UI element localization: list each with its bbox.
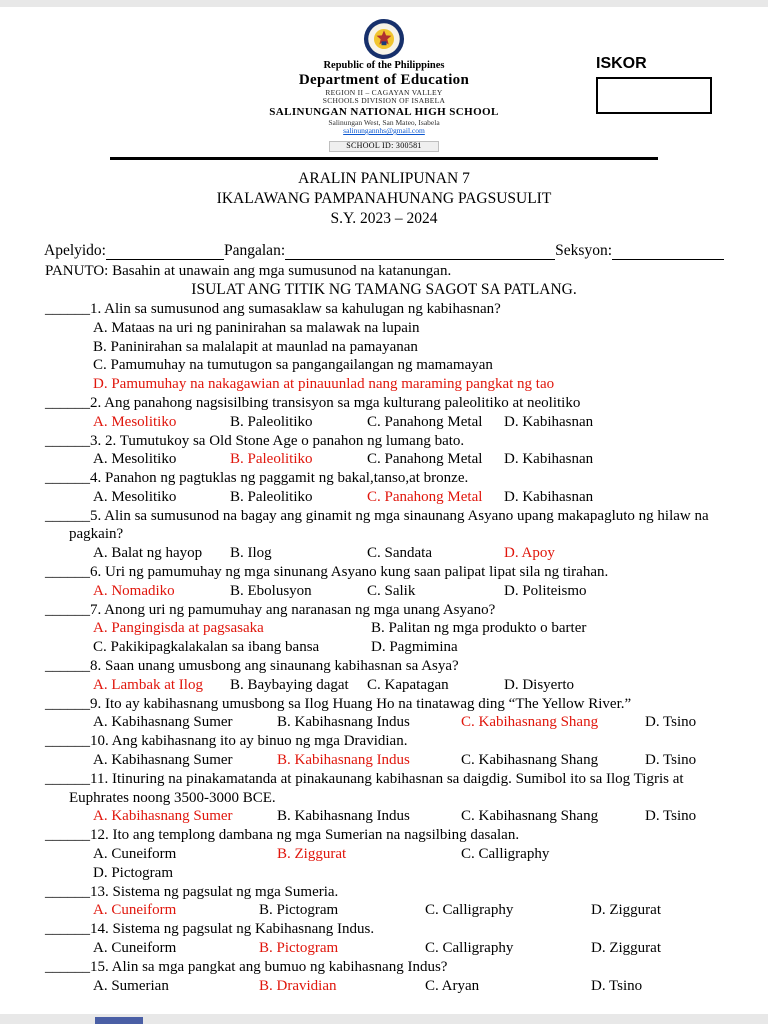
choice-a: A. Kabihasnang Sumer [93, 752, 233, 769]
answer-blank: ______ [45, 601, 90, 618]
answer-blank: ______ [45, 958, 90, 975]
question-text-line [45, 770, 723, 808]
choice-b: B. Paleolitiko [230, 451, 313, 468]
seksyon-label: Seksyon: [555, 242, 612, 260]
choice-d: D. Kabihasnan [504, 451, 594, 468]
question-stem: Ang kabihasnang ito ay binuo ng mga Dravidian. [108, 733, 408, 750]
panuto-label: PANUTO: [45, 263, 109, 280]
question-13 [45, 883, 723, 921]
exam-title-subject: ARALIN PANLIPUNAN 7 [298, 170, 470, 188]
header-divider [110, 157, 658, 160]
question-stem: Ang panahong nagsisilbing transisyon sa mga kulturang paleolitiko at neolitiko [101, 394, 581, 411]
answer-blank: ______ [45, 470, 90, 487]
question-text-line [45, 432, 723, 451]
question-stem: Ito ang templong dambana ng mga Sumerian na nagsilbing dasalan. [108, 827, 520, 844]
seksyon-blank [612, 245, 724, 260]
question-text-line [45, 657, 723, 676]
question-stem: Alin sa mga pangkat ang bumuo ng kabihasnang Indus? [108, 958, 448, 975]
questions-container [45, 300, 723, 995]
question-number: 1. [90, 300, 102, 317]
choice-d: D. Apoy [504, 545, 555, 562]
question-stem: Alin sa sumusunod na bagay ang ginamit ng mga sinaunang Asyano upang makapagluto ng hilaw na pagkain? [69, 507, 709, 543]
choice-a: A. Kabihasnang Sumer [93, 714, 233, 731]
answer-blank: ______ [45, 733, 90, 750]
pangalan-label: Pangalan: [224, 242, 286, 260]
choice-b: B. Pictogram [259, 940, 339, 957]
choice-d: D. Tsino [645, 714, 697, 731]
choice-a: A. Balat ng hayop [93, 545, 203, 562]
division-line: SCHOOLS DIVISION OF ISABELA [322, 95, 446, 105]
choices [93, 319, 723, 394]
question-12 [45, 826, 723, 882]
choices [93, 977, 723, 996]
question-14 [45, 920, 723, 958]
question-8 [45, 657, 723, 695]
choices [93, 619, 723, 657]
choices [93, 582, 723, 601]
question-stem: Sistema ng pagsulat ng mga Sumeria. [108, 883, 339, 900]
school-id: SCHOOL ID: 300581 [329, 141, 438, 152]
choice-b: B. Kabihasnang Indus [277, 714, 410, 731]
choice-a: A. Cuneiform [93, 940, 177, 957]
question-9 [45, 695, 723, 733]
question-number: 4. [90, 470, 102, 487]
choice-b: B. Paleolitiko [230, 488, 313, 505]
apelyido-label: Apelyido: [44, 242, 106, 260]
choice-a: A. Sumerian [93, 977, 169, 994]
question-5 [45, 507, 723, 563]
question-number: 11. [90, 770, 109, 787]
exam-body [45, 262, 723, 995]
choice-b: B. Ebolusyon [230, 582, 312, 599]
choice-a: A. Mesolitiko [93, 413, 177, 430]
question-text-line [45, 507, 723, 545]
question-10 [45, 732, 723, 770]
school-email-link[interactable]: salinungannhs@gmail.com [343, 126, 425, 136]
question-number: 3. [90, 432, 102, 449]
department-line: Department of Education [298, 71, 470, 88]
choice-c: C. Kabihasnang Shang [461, 808, 599, 825]
pangalan-blank [285, 245, 555, 260]
choice-a: A. Cuneiform [93, 846, 177, 863]
question-11 [45, 770, 723, 826]
choice-a: A. Kabihasnang Sumer [93, 808, 233, 825]
question-text-line [45, 732, 723, 751]
question-text-line [45, 469, 723, 488]
answer-blank: ______ [45, 883, 90, 900]
question-number: 6. [90, 564, 102, 581]
choices [93, 901, 723, 920]
choices [93, 939, 723, 958]
choice-a: A. Mesolitiko [93, 451, 177, 468]
answer-blank: ______ [45, 394, 90, 411]
answer-blank: ______ [45, 658, 90, 675]
question-stem: Saan unang umusbong ang sinaunang kabihasnan sa Asya? [101, 658, 459, 675]
question-number: 2. [90, 394, 102, 411]
question-text-line [45, 695, 723, 714]
choice-c: C. Pamumuhay na tumutugon sa pangangailangan ng mamamayan [93, 357, 493, 374]
answer-blank: ______ [45, 507, 90, 524]
choices [93, 807, 723, 826]
choice-d: D. Pagmimina [371, 639, 458, 656]
choice-c: C. Kapatagan [367, 676, 449, 693]
choice-d: D. Kabihasnan [504, 488, 594, 505]
choice-d: D. Pamumuhay na nakagawian at pinauunlad nang maraming pangkat ng tao [93, 376, 555, 393]
choice-b: B. Palitan ng mga produkto o barter [371, 620, 587, 637]
choice-c: C. Calligraphy [461, 846, 550, 863]
question-4 [45, 469, 723, 507]
choices [93, 713, 723, 732]
choice-c: C. Calligraphy [425, 940, 514, 957]
choices [93, 751, 723, 770]
next-page-edge [95, 1017, 143, 1024]
choices [93, 544, 723, 563]
choice-b: B. Baybaying dagat [230, 676, 349, 693]
choice-b: B. Dravidian [259, 977, 337, 994]
choice-a: A. Mataas na uri ng paninirahan sa malawak na lupain [93, 319, 420, 336]
republic-line: Republic of the Philippines [323, 60, 445, 71]
question-text-line [45, 601, 723, 620]
question-number: 9. [90, 695, 102, 712]
question-2 [45, 394, 723, 432]
panuto-text: Basahin at unawain ang mga sumusunod na katanungan. [108, 263, 452, 280]
choice-a: A. Cuneiform [93, 902, 177, 919]
choice-a: A. Nomadiko [93, 582, 175, 599]
choice-a: A. Mesolitiko [93, 488, 177, 505]
question-text-line [45, 394, 723, 413]
question-stem: Ito ay kabihasnang umusbong sa Ilog Huang Ho na tinatawag ding “The Yellow River.” [101, 695, 632, 712]
question-stem: 2. Tumutukoy sa Old Stone Age o panahon ng lumang bato. [101, 432, 465, 449]
question-text-line [45, 883, 723, 902]
student-info-line [44, 242, 724, 260]
choice-d: D. Disyerto [504, 676, 574, 693]
choices [93, 488, 723, 507]
choice-c: C. Kabihasnang Shang [461, 714, 599, 731]
choice-c: C. Panahong Metal [367, 413, 483, 430]
region-line: REGION II – CAGAYAN VALLEY [325, 87, 443, 97]
choices [93, 413, 723, 432]
answer-blank: ______ [45, 564, 90, 581]
question-text-line [45, 920, 723, 939]
choice-d: D. Tsino [591, 977, 643, 994]
choice-c: C. Aryan [425, 977, 480, 994]
question-stem: Uri ng pamumuhay ng mga sinunang Asyano kung saan palipat lipat sila ng tirahan. [101, 564, 609, 581]
answer-blank: ______ [45, 921, 90, 938]
school-name: SALINUNGAN NATIONAL HIGH SCHOOL [269, 106, 499, 119]
deped-seal-icon [363, 18, 405, 60]
question-text-line [45, 958, 723, 977]
choice-b: B. Pictogram [259, 902, 339, 919]
choice-b: B. Paninirahan sa malalapit at maunlad na pamayanan [93, 338, 418, 355]
question-stem: Alin sa sumusunod ang sumasaklaw sa kahulugan ng kabihasnan? [101, 300, 501, 317]
choice-c: C. Sandata [367, 545, 432, 562]
question-text-line [45, 826, 723, 845]
direction-line: ISULAT ANG TITIK NG TAMANG SAGOT SA PATLANG. [191, 281, 577, 299]
question-number: 7. [90, 601, 102, 618]
school-address: Salinungan West, San Mateo, Isabela [328, 117, 440, 127]
apelyido-blank [106, 245, 224, 260]
question-number: 12. [90, 827, 109, 844]
choice-c: C. Pakikipagkalakalan sa ibang bansa [93, 639, 320, 656]
choices [93, 676, 723, 695]
choice-c: C. Kabihasnang Shang [461, 752, 599, 769]
choice-b: B. Kabihasnang Indus [277, 752, 410, 769]
question-number: 15. [90, 958, 109, 975]
question-1 [45, 300, 723, 394]
question-stem: Anong uri ng pamumuhay ang naranasan ng mga unang Asyano? [101, 601, 496, 618]
choice-d: D. Ziggurat [591, 902, 661, 919]
answer-blank: ______ [45, 300, 90, 317]
score-box-area [596, 55, 712, 114]
answer-blank: ______ [45, 827, 90, 844]
choice-d: D. Tsino [645, 808, 697, 825]
choice-d: D. Pictogram [93, 864, 173, 881]
choices [93, 450, 723, 469]
choice-b: B. Paleolitiko [230, 413, 313, 430]
question-stem: Itinuring na pinakamatanda at pinakaunang kabihasnan sa daigdig. Sumibol ito sa Ilog Tigris at Euphrates noong 3500-3000 BCE. [69, 770, 684, 806]
answer-blank: ______ [45, 695, 90, 712]
document-page [0, 7, 768, 1014]
exam-title [0, 169, 768, 229]
choice-c: C. Panahong Metal [367, 488, 483, 505]
score-label: ISKOR [596, 55, 647, 72]
question-text-line [45, 563, 723, 582]
choice-b: B. Ilog [230, 545, 272, 562]
question-text-line [45, 300, 723, 319]
question-number: 10. [90, 733, 109, 750]
question-6 [45, 563, 723, 601]
question-3 [45, 432, 723, 470]
choice-b: B. Ziggurat [277, 846, 347, 863]
question-stem: Panahon ng pagtuklas ng paggamit ng bakal,tanso,at bronze. [101, 470, 469, 487]
score-entry-box [596, 77, 712, 114]
choice-d: D. Tsino [645, 752, 697, 769]
question-15 [45, 958, 723, 996]
choice-b: B. Kabihasnang Indus [277, 808, 410, 825]
question-number: 8. [90, 658, 102, 675]
question-stem: Sistema ng pagsulat ng Kabihasnang Indus. [108, 921, 375, 938]
exam-title-period: IKALAWANG PAMPANAHUNANG PAGSUSULIT [216, 190, 552, 208]
question-number: 14. [90, 921, 109, 938]
choices [93, 845, 723, 883]
choice-d: D. Kabihasnan [504, 413, 594, 430]
question-7 [45, 601, 723, 657]
choice-a: A. Pangingisda at pagsasaka [93, 620, 264, 637]
choice-d: D. Ziggurat [591, 940, 661, 957]
choice-a: A. Lambak at Ilog [93, 676, 203, 693]
panuto-line [45, 262, 723, 281]
question-number: 5. [90, 507, 102, 524]
answer-blank: ______ [45, 432, 90, 449]
choice-c: C. Salik [367, 582, 416, 599]
choice-d: D. Politeismo [504, 582, 587, 599]
choice-c: C. Panahong Metal [367, 451, 483, 468]
answer-blank: ______ [45, 770, 90, 787]
exam-title-schoolyear: S.Y. 2023 – 2024 [330, 210, 438, 228]
question-number: 13. [90, 883, 109, 900]
choice-c: C. Calligraphy [425, 902, 514, 919]
